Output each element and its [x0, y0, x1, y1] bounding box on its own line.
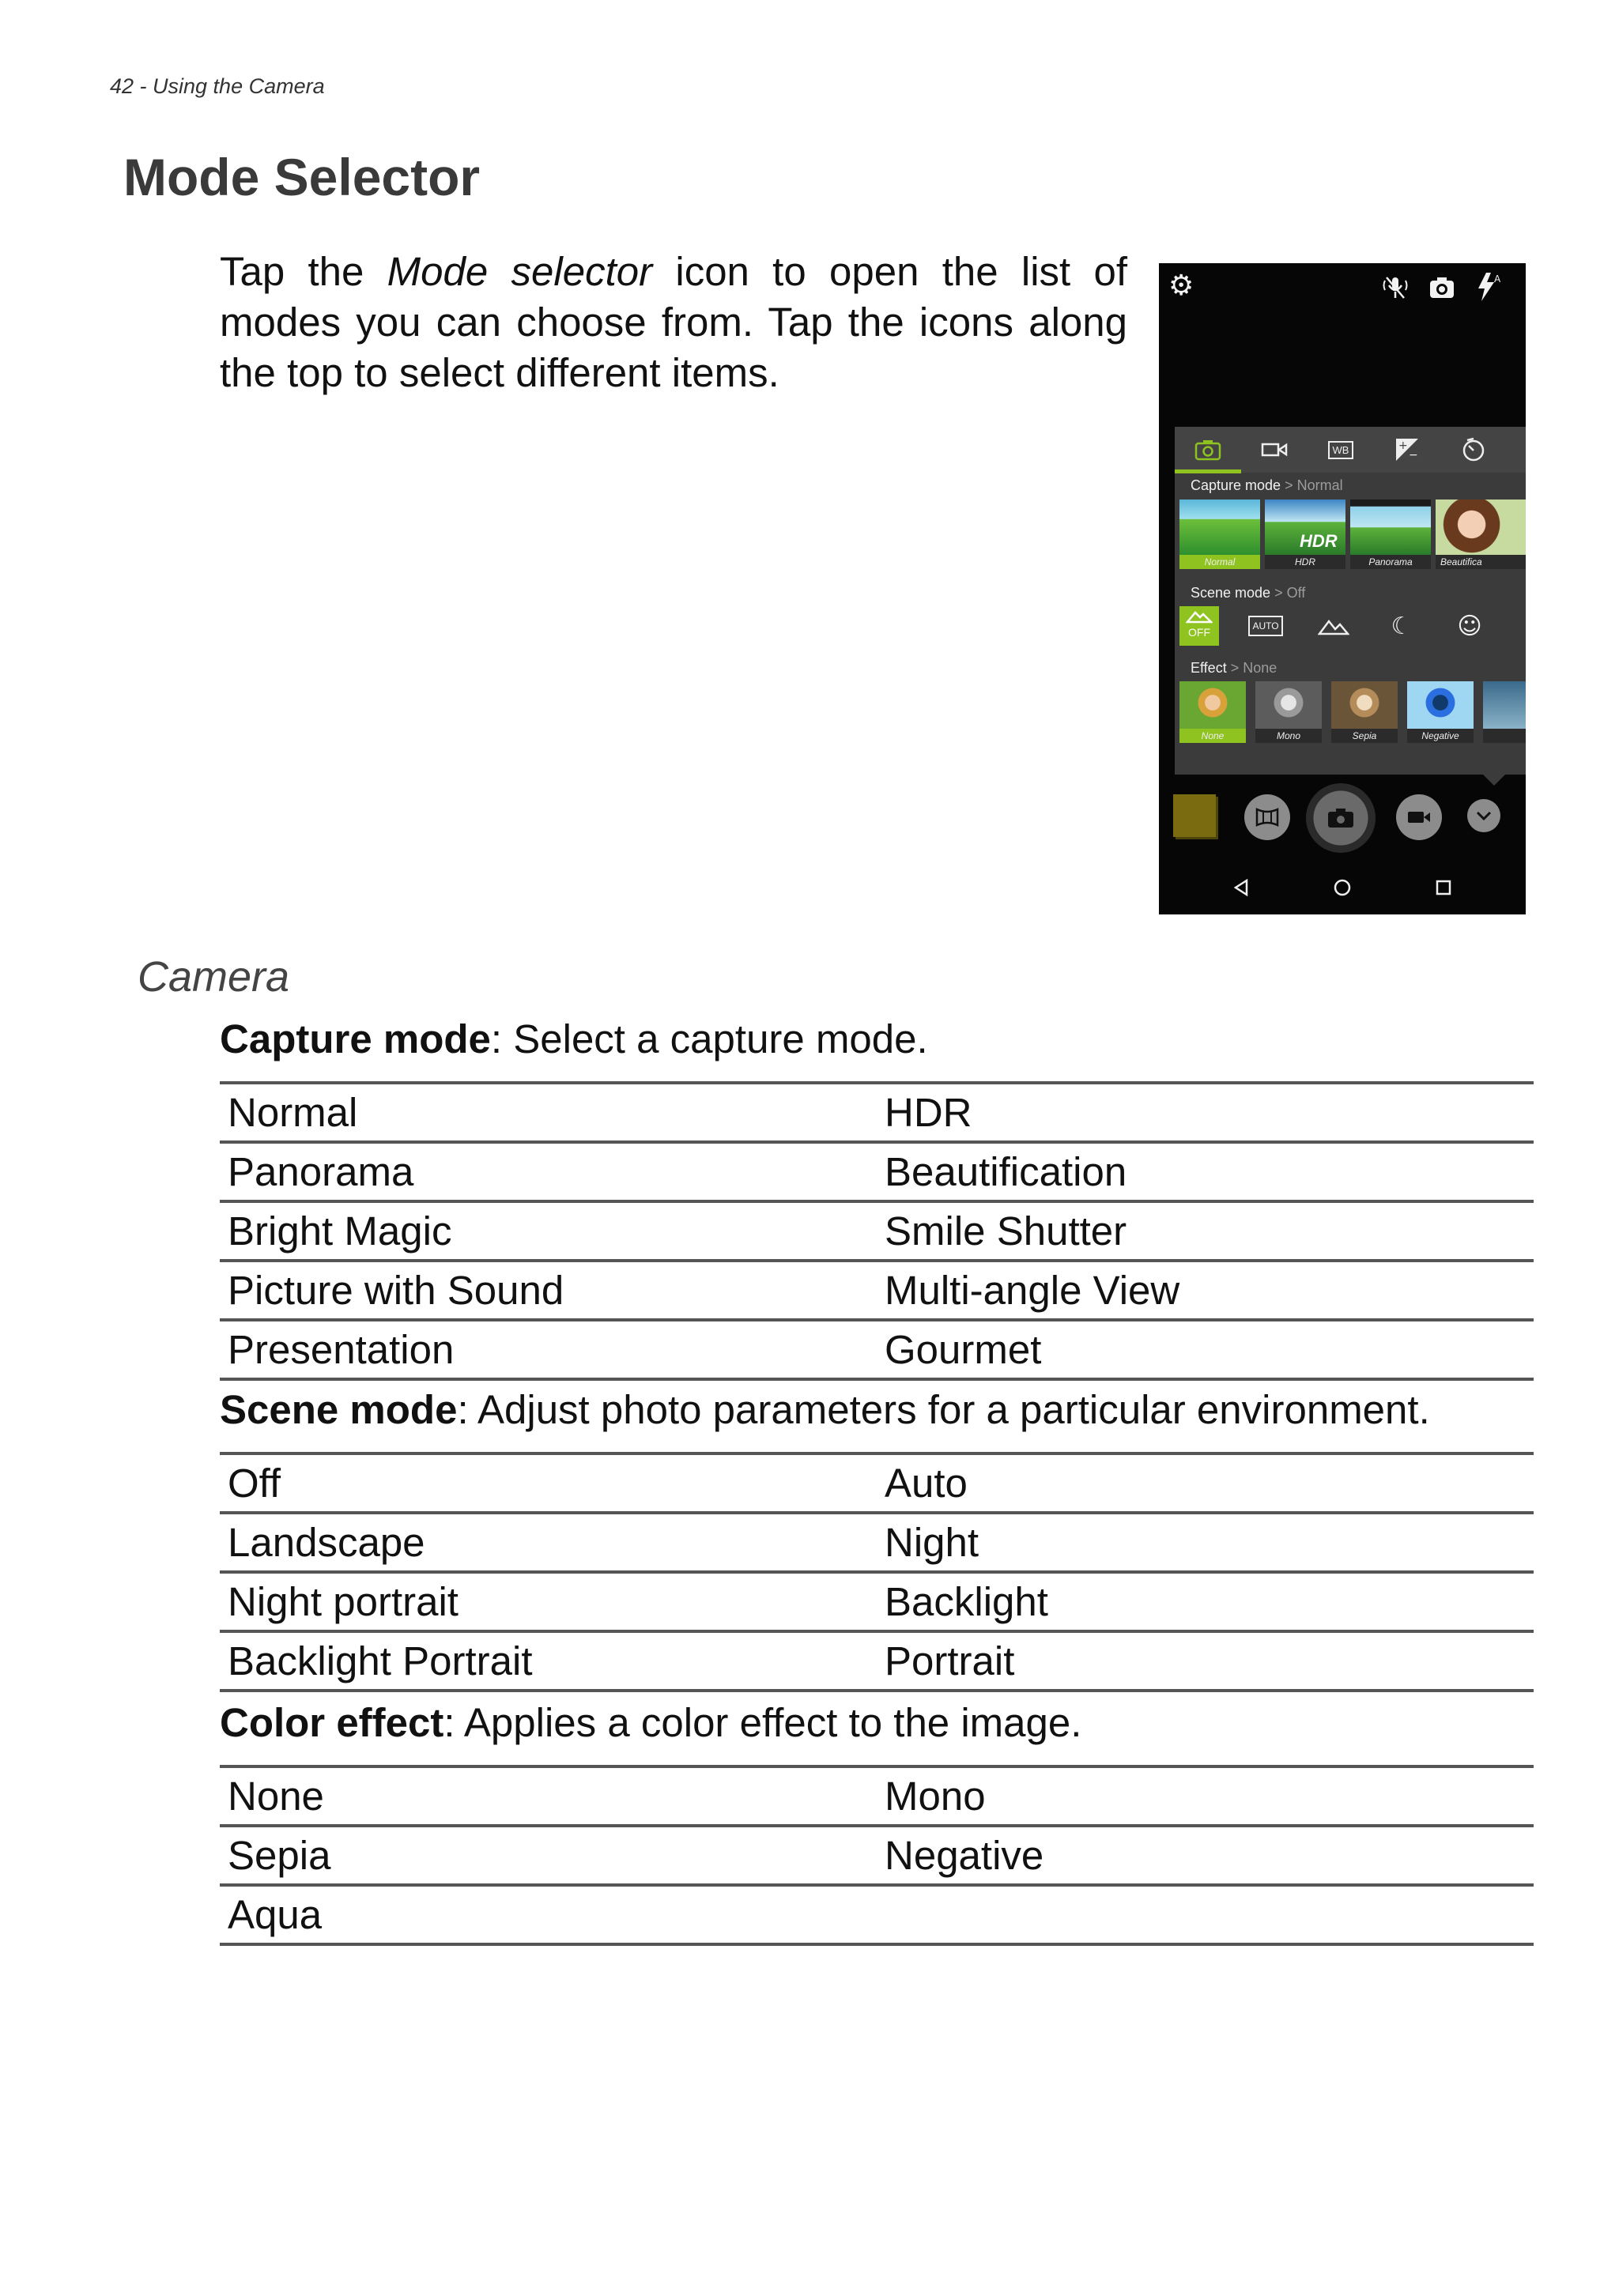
intro-paragraph — [220, 247, 1127, 398]
table-cell: Picture with Sound — [220, 1261, 877, 1320]
scene-mode-text: : Adjust photo parameters for a particular environment. — [457, 1387, 1430, 1432]
table-cell: Mono — [877, 1766, 1534, 1826]
table-row — [220, 1826, 1534, 1885]
home-nav-icon[interactable] — [1333, 878, 1352, 901]
table-row — [220, 1513, 1534, 1572]
effect-thumb-negative[interactable] — [1407, 681, 1474, 743]
table-row — [220, 1142, 1534, 1201]
scene-auto-icon[interactable] — [1246, 606, 1285, 646]
table-cell: Aqua — [220, 1885, 877, 1944]
scene-night-portrait-icon[interactable]: ☺ — [1457, 612, 1482, 640]
table-cell: None — [220, 1766, 877, 1826]
thumb-caption: Sepia — [1352, 730, 1377, 741]
aqua-effect-thumbnail — [1483, 681, 1526, 729]
effect-thumb-sepia[interactable] — [1331, 681, 1398, 743]
thumb-caption: HDR — [1295, 556, 1315, 567]
capture-mode-term: Capture mode — [220, 1016, 491, 1061]
tab-timer-icon[interactable] — [1458, 435, 1489, 465]
thumb-caption: Beautifica — [1440, 556, 1482, 567]
scene-landscape-icon[interactable] — [1314, 606, 1353, 646]
beautification-thumbnail — [1436, 500, 1526, 555]
scene-mode-label — [1191, 585, 1305, 601]
thumb-caption: Normal — [1179, 555, 1260, 569]
table-cell: Multi-angle View — [877, 1261, 1534, 1320]
scene-mode-table — [220, 1452, 1534, 1692]
table-cell: Presentation — [220, 1320, 877, 1379]
scene-off-mountain-icon — [1186, 609, 1213, 624]
table-cell: HDR — [877, 1083, 1534, 1142]
mono-effect-thumbnail — [1255, 681, 1322, 729]
table-row — [220, 1766, 1534, 1826]
capture-mode-table — [220, 1081, 1534, 1381]
capture-label-text: Capture mode — [1191, 477, 1281, 493]
sepia-effect-thumbnail — [1331, 681, 1398, 729]
table-cell — [877, 1885, 1534, 1944]
capture-thumb-panorama[interactable] — [1350, 500, 1431, 569]
table-row — [220, 1261, 1534, 1320]
table-cell: Normal — [220, 1083, 877, 1142]
scene-night-icon[interactable]: ☾ — [1391, 612, 1413, 640]
table-cell: Night portrait — [220, 1572, 877, 1631]
table-row — [220, 1320, 1534, 1379]
gallery-thumbnail[interactable] — [1173, 794, 1216, 837]
effect-label — [1191, 660, 1277, 677]
recents-nav-icon[interactable] — [1434, 878, 1453, 901]
svg-text:A: A — [1494, 273, 1501, 285]
tab-white-balance-icon[interactable] — [1325, 435, 1357, 465]
tab-video-icon[interactable] — [1259, 435, 1290, 465]
tab-camera-icon[interactable] — [1192, 435, 1224, 465]
effect-thumb-none[interactable] — [1179, 681, 1246, 743]
scene-icon-row — [1179, 606, 1526, 647]
table-cell: Portrait — [877, 1631, 1534, 1691]
table-cell: Negative — [877, 1826, 1534, 1885]
capture-thumb-normal[interactable] — [1179, 500, 1260, 569]
none-effect-thumbnail — [1179, 681, 1246, 729]
effect-label-text: Effect — [1191, 660, 1227, 676]
table-cell: Backlight Portrait — [220, 1631, 877, 1691]
table-row — [220, 1201, 1534, 1261]
capture-mode-text: : Select a capture mode. — [490, 1016, 928, 1061]
capture-thumb-beautification[interactable] — [1436, 500, 1526, 569]
table-cell: Beautification — [877, 1142, 1534, 1201]
mode-selector-panel — [1175, 427, 1526, 775]
video-record-button[interactable] — [1396, 794, 1442, 840]
scene-value-text: > Off — [1274, 585, 1306, 601]
switch-camera-icon[interactable] — [1428, 274, 1456, 301]
page-header: 42 - Using the Camera — [110, 74, 325, 98]
panorama-thumbnail — [1350, 500, 1431, 555]
white-balance-label: WB — [1328, 441, 1354, 459]
color-effect-term: Color effect — [220, 1700, 444, 1745]
table-row — [220, 1885, 1534, 1944]
mode-tab-bar — [1175, 427, 1526, 473]
thumb-caption: Negative — [1421, 730, 1459, 741]
table-cell: Backlight — [877, 1572, 1534, 1631]
negative-effect-thumbnail — [1407, 681, 1474, 729]
table-cell: Landscape — [220, 1513, 877, 1572]
table-row — [220, 1453, 1534, 1513]
color-effect-table — [220, 1765, 1534, 1946]
table-cell: Bright Magic — [220, 1201, 877, 1261]
table-row — [220, 1572, 1534, 1631]
thumb-caption: None — [1179, 729, 1246, 743]
thumb-caption: Mono — [1276, 730, 1301, 741]
page-title: Mode Selector — [123, 148, 481, 206]
hdr-overlay-text: HDR — [1300, 531, 1338, 551]
camera-heading: Camera — [138, 953, 290, 1001]
mode-selector-chevron-icon[interactable] — [1467, 799, 1500, 832]
tab-exposure-icon[interactable] — [1391, 435, 1423, 465]
camera-screenshot — [1159, 263, 1526, 914]
scene-label-text: Scene mode — [1191, 585, 1271, 601]
shutter-button[interactable] — [1306, 783, 1376, 853]
active-tab-indicator — [1175, 469, 1241, 473]
svg-text:−: − — [1409, 449, 1418, 462]
table-row — [220, 1631, 1534, 1691]
intro-text-start: Tap the — [220, 249, 387, 294]
color-effect-text: : Applies a color effect to the image. — [443, 1700, 1082, 1745]
back-nav-icon[interactable] — [1232, 878, 1251, 901]
table-cell: Gourmet — [877, 1320, 1534, 1379]
table-cell: Off — [220, 1453, 877, 1513]
table-cell: Auto — [877, 1453, 1534, 1513]
mode-selector-term: Mode selector — [387, 249, 653, 294]
panel-pointer — [1483, 775, 1505, 786]
settings-gear-icon[interactable]: ⚙ — [1168, 270, 1194, 302]
capture-value-text: > Normal — [1285, 477, 1343, 493]
normal-thumbnail — [1179, 500, 1260, 555]
table-cell: Smile Shutter — [877, 1201, 1534, 1261]
sound-icon[interactable] — [1382, 274, 1409, 301]
capture-mode-label — [1191, 477, 1343, 494]
table-row — [220, 1083, 1534, 1142]
effect-thumb-mono[interactable] — [1255, 681, 1322, 743]
capture-mode-desc — [220, 1016, 928, 1062]
effect-thumb-partial[interactable] — [1483, 681, 1526, 743]
table-cell: Panorama — [220, 1142, 877, 1201]
color-effect-desc — [220, 1699, 1081, 1746]
scene-off-label: OFF — [1188, 626, 1210, 639]
thumb-caption: Panorama — [1368, 556, 1413, 567]
effect-value-text: > None — [1230, 660, 1277, 676]
flash-auto-icon[interactable] — [1474, 271, 1505, 303]
table-cell: Sepia — [220, 1826, 877, 1885]
scene-auto-label: AUTO — [1248, 616, 1282, 636]
scene-mode-term: Scene mode — [220, 1387, 458, 1432]
svg-text:+: + — [1398, 439, 1408, 452]
table-cell: Night — [877, 1513, 1534, 1572]
intro-text-end: icon to open the list of modes you can choose from. Tap the icons along the top to select different items. — [220, 249, 1128, 395]
capture-thumb-hdr[interactable] — [1265, 500, 1345, 569]
scene-mode-desc — [220, 1386, 1430, 1433]
panorama-mode-button[interactable] — [1244, 794, 1290, 840]
